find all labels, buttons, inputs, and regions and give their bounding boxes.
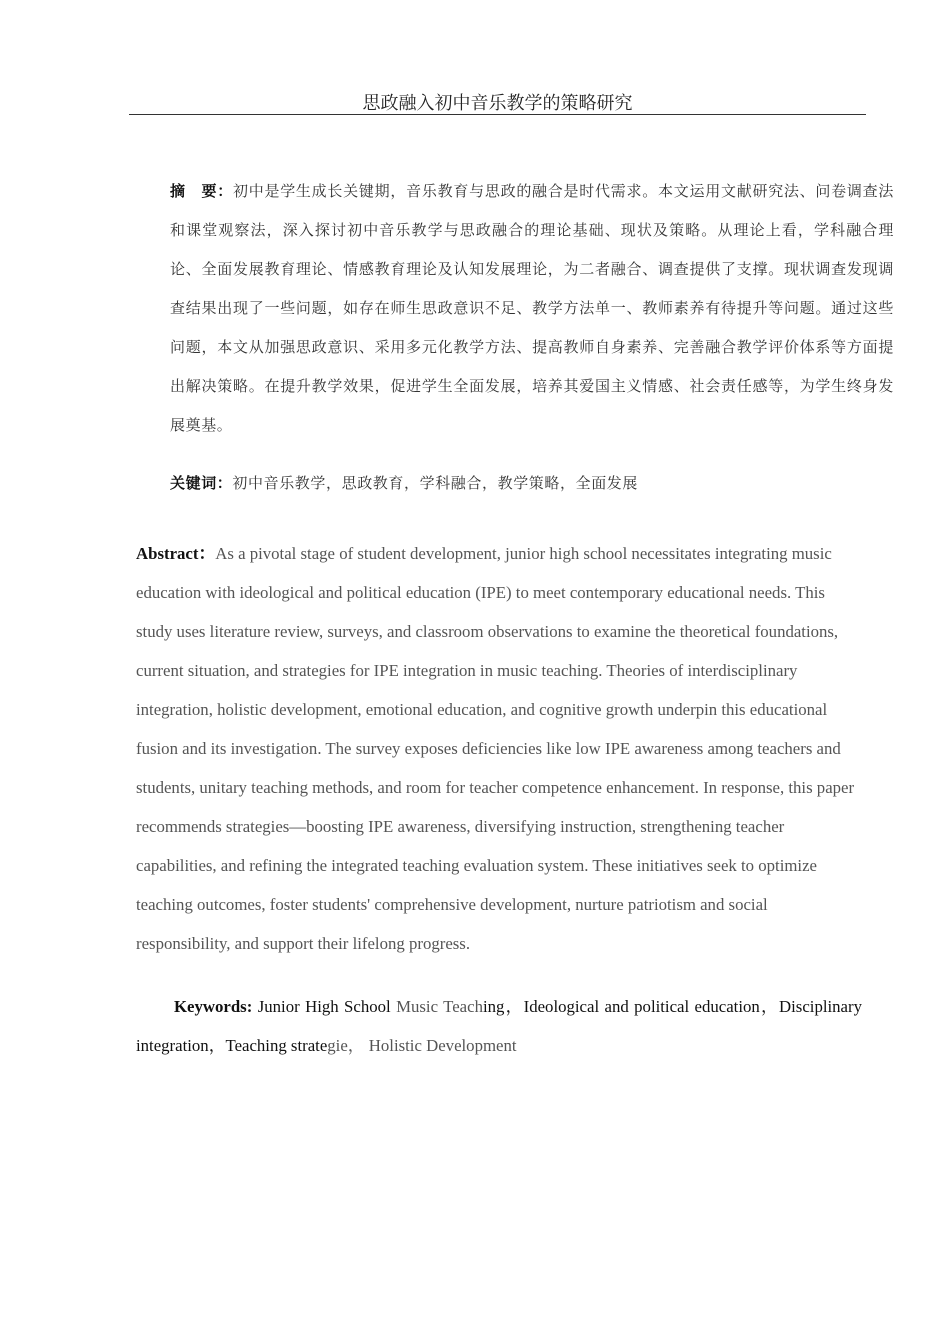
chinese-abstract-label: 摘 要： — [170, 182, 233, 200]
chinese-keywords — [137, 468, 894, 498]
english-abstract — [136, 534, 862, 963]
english-keywords — [136, 987, 862, 1065]
english-keyword-1b: Music Teach — [396, 997, 483, 1016]
english-abstract-label: Abstract： — [136, 544, 216, 563]
english-keywords-label: Keywords: — [174, 997, 253, 1016]
english-keyword-1a: Junior High School — [252, 997, 397, 1016]
chinese-abstract — [137, 172, 894, 445]
english-keyword-4b: gie， — [327, 1036, 365, 1055]
header-divider — [129, 114, 866, 115]
chinese-abstract-text: 初中是学生成长关键期，音乐教育与思政的融合是时代需求。本文运用文献研究法、问卷调查法和课堂观察法，深入探讨初中音乐教学与思政融合的理论基础、现状及策略。从理论上看，学科融合理论、全面发展教育理论、情感教育理论及认知发展理论，为二者融合、调查提供了支撑。现状调查发现调查结果出现了一些问题，如存在师生思政意识不足、教学方法单一、教师素养有待提升等问题。通过这些问题，本文从加强思政意识、采用多元化教学方法、提高教师自身素养、完善融合教学评价体系等方面提出解决策略。在提升教学效果，促进学生全面发展，培养其爱国主义情感、社会责任感等，为学生终身发展奠基。 — [170, 182, 894, 434]
english-keyword-3: Disciplinary integration， — [136, 997, 862, 1055]
chinese-keywords-label: 关键词： — [170, 474, 233, 492]
page-header-title: 思政融入初中音乐教学的策略研究 — [362, 93, 633, 114]
english-abstract-text: As a pivotal stage of student development, junior high school necessitates integrating music education with ideological and political education (IPE) to meet contemporary educational needs. This study uses literature review, surveys, and classroom observations to examine the theoretical foundations, current situation, and strategies for IPE integration in music teaching. Theories of interdisciplinary integration, holistic development, emotional education, and cognitive growth underpin this educational fusion and its investigation. The survey exposes deficiencies like low IPE awareness among teachers and students, unitary teaching methods, and room for teacher competence enhancement. In response, this paper recommends strategies—boosting IPE awareness, diversifying instruction, strengthening teacher capabilities, and refining the integrated teaching evaluation system. These initiatives seek to optimize teaching outcomes, foster students' comprehensive development, nurture patriotism and social responsibility, and support their lifelong progress. — [136, 544, 855, 953]
english-keyword-1c: ing， — [482, 997, 524, 1016]
english-keyword-2: Ideological and political education， — [523, 997, 780, 1016]
chinese-keywords-text: 初中音乐教学，思政教育，学科融合，教学策略，全面发展 — [232, 474, 639, 492]
english-keyword-4a: Teaching strate — [225, 1036, 328, 1055]
english-keyword-5: Holistic Development — [364, 1036, 517, 1055]
